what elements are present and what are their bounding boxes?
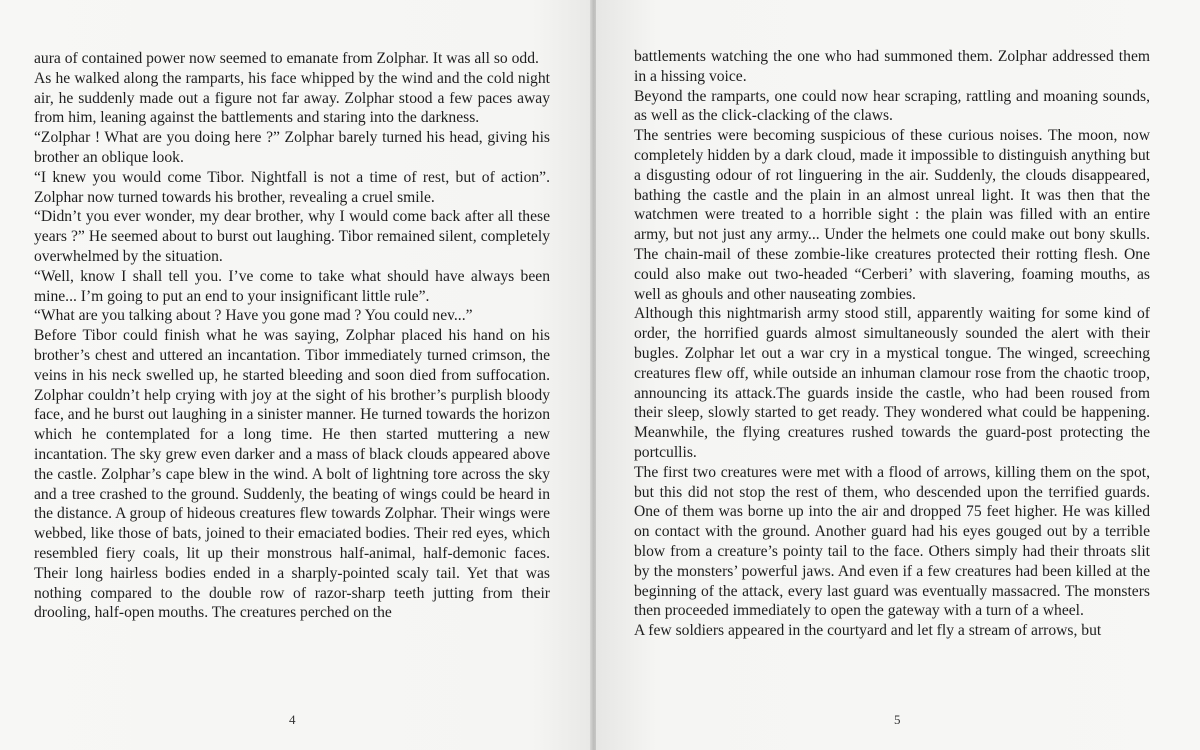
right-page — [596, 0, 1200, 750]
page-number-left: 4 — [289, 712, 296, 727]
page-number-right: 5 — [894, 712, 901, 727]
paragraph: The first two creatures were met with a flood of arrows, killing them on the spot, but this did not stop the rest of them, who descended upon the terrified guards. One of them was borne up into the air and dropped 75 feet higher. He was killed on contact with the ground. Another guard had his eyes gouged out by a terrible blow from a creature’s pointy tail to the face. Others simply had their throats slit by the monsters’ powerful jaws. And even if a few creatures had been killed at the beginning of the attack, every last guard was eventually massacred. The monsters then proceeded immediately to open the gateway with a turn of a wheel. — [634, 463, 1150, 620]
paragraph: A few soldiers appeared in the courtyard and let fly a stream of arrows, but — [634, 622, 1102, 640]
paragraph: “Well, know I shall tell you. I’ve come to take what should have always been mine... I’m going to put an end to your insignificant little rule”. — [34, 267, 550, 305]
paragraph: Beyond the ramparts, one could now hear scraping, rattling and moaning sounds, as well as the click-clacking of the claws. — [634, 87, 1150, 125]
paragraph: “Zolphar ! What are you doing here ?” Zolphar barely turned his head, giving his brother an oblique look. — [34, 129, 550, 166]
paragraph: Although this nightmarish army stood still, apparently waiting for some kind of order, the horrified guards almost simultaneously sounded the alert with their bugles. Zolphar let out a war cry in a mystical tongue. The winged, screeching creatures flew off, while outside an inhuman clamour rose from the chaotic troop, announcing its attack.The guards inside the castle, who had been roused from their sleep, slowly started to get ready. They wondered what could be happening. Meanwhile, the flying creatures rushed towards the guard-post protecting the portcullis. — [634, 305, 1150, 461]
paragraph: The sentries were becoming suspicious of these curious noises. The moon, now completely hidden by a dark cloud, made it impossible to distinguish anything but a disgusting odour of rot linguering in the air. Suddenly, the clouds disappeared, bathing the castle and the plain in an almost unreal light. It was then that the watchmen were treated to a horrible sight : the plain was filled with an entire army, but not just any army... Under the helmets one could make out bony skulls. The chain-mail of these zombie-like creatures protected their rotting flesh. One could also make out two-headed “Cerberi’ with slavering, foaming mouths, as well as ghouls and other nauseating zombies. — [634, 127, 1150, 303]
paragraph: battlements watching the one who had summoned them. Zolphar addressed them in a hissing voice. — [634, 48, 1150, 85]
paragraph: “I knew you would come Tibor. Nightfall is not a time of rest, but of action”. Zolphar now turned towards his brother, revealing a cruel smile. — [34, 168, 550, 206]
paragraph: “What are you talking about ? Have you gone mad ? You could nev...” — [34, 307, 473, 325]
right-page-text — [634, 47, 1150, 641]
left-page-text — [34, 49, 550, 623]
left-page — [0, 0, 592, 750]
paragraph: “Didn’t you ever wonder, my dear brother, why I would come back after all these years ?” He seemed about to burst out laughing. Tibor remained silent, completely overwhelmed by the situation. — [34, 208, 550, 265]
paragraph: aura of contained power now seemed to emanate from Zolphar. It was all so odd. — [34, 50, 539, 67]
paragraph: As he walked along the ramparts, his face whipped by the wind and the cold night air, he suddenly made out a figure not far away. Zolphar stood a few paces away from him, leaning against the battlements and staring into the darkness. — [34, 69, 550, 127]
paragraph: Before Tibor could finish what he was saying, Zolphar placed his hand on his brother’s chest and uttered an incantation. Tibor immediately turned crimson, the veins in his neck swelled up, he started bleeding and soon died from suffocation. Zolphar couldn’t help crying with joy at the sight of his brother’s purplish bloody face, and he burst out laughing in a sinister manner. He turned towards the horizon which he contemplated for a long time. He then started muttering a new incantation. The sky grew even darker and a mass of black clouds appeared above the castle. Zolphar’s cape blew in the wind. A bolt of lightning tore across the sky and a tree crashed to the ground. Suddenly, the beating of wings could be heard in the distance. A group of hideous creatures flew towards Zolphar. Their wings were webbed, like those of bats, joined to their emaciated bodies. Their red eyes, which resembled fiery coals, lit up their monstrous half-animal, half-demonic faces. Their long hairless bodies ended in a sharply-pointed scaly tail. Yet that was nothing compared to the double row of razor-sharp teeth jutting from their drooling, half-open mouths. The creatures perched on the — [34, 327, 550, 622]
